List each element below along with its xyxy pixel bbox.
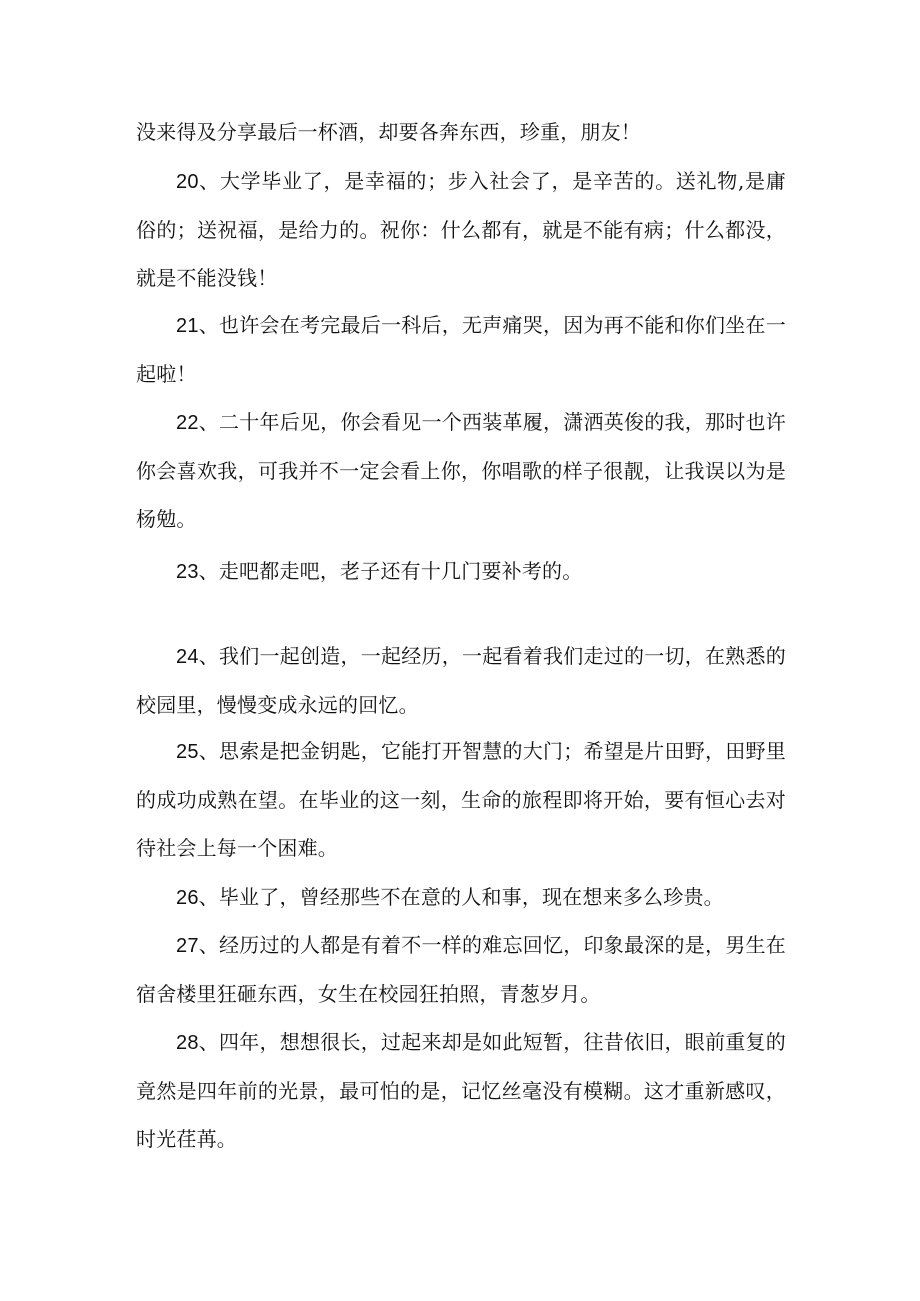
- paragraph-text: 、四年，想想很长，过起来却是如此短暂，往昔依旧，眼前重复的竟然是四年前的光景，最可怕的是，记忆丝毫没有模糊。这才重新感叹，时光荏苒。: [136, 1030, 786, 1151]
- paragraph-25: [136, 727, 786, 872]
- paragraph-number: 20: [176, 171, 199, 193]
- paragraph-text: 、我们一起创造，一起经历，一起看着我们走过的一切，在熟悉的校园里，慢慢变成永远的回忆。: [136, 644, 786, 717]
- paragraph-22: [136, 398, 786, 543]
- paragraph-number: 27: [176, 935, 199, 957]
- paragraph-number: 28: [176, 1032, 199, 1054]
- paragraph-27: [136, 921, 786, 1018]
- paragraph-text: 、思索是把金钥匙，它能打开智慧的大门；希望是片田野，田野里的成功成熟在望。在毕业的这一刻，生命的旅程即将开始，要有恒心去对待社会上每一个困难。: [136, 739, 786, 860]
- paragraph-24: [136, 632, 786, 729]
- paragraph-number: 26: [176, 887, 199, 909]
- paragraph-23: [136, 547, 786, 596]
- paragraph-continuation: [136, 108, 786, 156]
- paragraph-number: 23: [176, 561, 199, 583]
- paragraph-text: 、走吧都走吧，老子还有十几门要补考的。: [198, 559, 583, 583]
- paragraph-number: 25: [176, 741, 199, 763]
- paragraph-text: 、经历过的人都是有着不一样的难忘回忆，印象最深的是，男生在宿舍楼里狂砸东西，女生在校园狂拍照，青葱岁月。: [136, 933, 786, 1006]
- paragraph-text: 没来得及分享最后一杯酒，却要各奔东西，珍重，朋友！: [136, 120, 641, 144]
- paragraph-number: 24: [176, 646, 199, 668]
- paragraph-text: 、毕业了，曾经那些不在意的人和事，现在想来多么珍贵。: [198, 885, 724, 909]
- paragraph-21: [136, 301, 786, 398]
- paragraph-text: 、大学毕业了，是幸福的；步入社会了，是辛苦的。送礼物,是庸俗的；送祝福，是给力的。祝你：什么都有，就是不能有病；什么都没，就是不能没钱！: [136, 169, 786, 290]
- paragraph-20: [136, 157, 786, 302]
- paragraph-28: [136, 1018, 786, 1163]
- paragraph-text: 、二十年后见，你会看见一个西装革履，潇洒英俊的我，那时也许你会喜欢我，可我并不一定会看上你，你唱歌的样子很靓，让我误以为是杨勉。: [136, 410, 786, 531]
- paragraph-number: 21: [176, 315, 199, 337]
- paragraph-text: 、也许会在考完最后一科后，无声痛哭，因为再不能和你们坐在一起啦！: [136, 313, 786, 386]
- paragraph-26: [136, 873, 786, 922]
- paragraph-number: 22: [176, 412, 199, 434]
